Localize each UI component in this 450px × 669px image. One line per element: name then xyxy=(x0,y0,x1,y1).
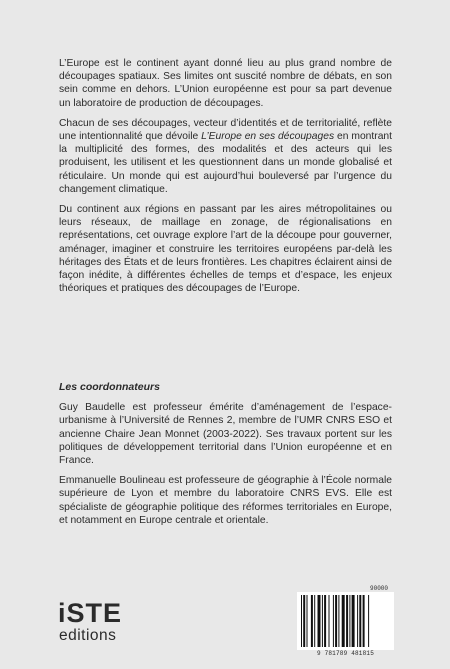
barcode-bar xyxy=(301,595,302,647)
barcode-bar xyxy=(307,595,308,647)
barcode-bar xyxy=(346,595,348,647)
logo-iste-text: iSTE xyxy=(58,598,123,628)
coordinator-bio-1: Guy Baudelle est professeur émérite d’aménagement de l’espace-urbanisme à l’Université de Rennes 2, membre de l’UMR CNRS ESO et ancienne Chaire Jean Monnet (2003-2022). Ses travaux portent sur les politiques de développement territorial dans l’Union européenne et en France. xyxy=(59,402,392,467)
barcode-bar xyxy=(303,595,305,647)
paragraph-2-lead: Chacun de ses découpages, vecteur d’identités et de territorialité, reflète une intentionnalité que dévoile xyxy=(59,117,392,143)
barcode-bar xyxy=(357,595,358,647)
barcode-bar xyxy=(335,595,337,647)
paragraph-2-rest: en montrant la multiplicité des formes, des modalités et des acteurs qui les produisent, les utilisent et les questionnent dans un monde globalisé et réticulaire. Un monde qui est aujourd’hui bouleversé par l’urgence du changement climatique. xyxy=(59,131,393,195)
coordinators-heading: Les coordonnateurs xyxy=(59,381,160,393)
barcode-bar xyxy=(311,595,313,647)
barcode-bar xyxy=(338,595,339,647)
book-title: L’Europe en ses découpages xyxy=(201,131,335,143)
barcode-bar xyxy=(318,595,321,647)
isbn-barcode xyxy=(297,592,394,650)
barcode-bar xyxy=(314,595,315,647)
barcode-bar xyxy=(322,595,323,647)
barcode-bar xyxy=(363,595,365,647)
iste-editions-logo xyxy=(58,596,146,644)
barcode-bar xyxy=(368,595,369,647)
coordinators-section xyxy=(59,381,392,534)
coordinator-bio-2: Emmanuelle Boulineau est professeure de géographie à l’École normale supérieure de Lyon et membre du laboratoire CNRS EVS. Elle est spécialiste de géographie politique des réformes territoriales en Europe, et notamment en Europe centrale et orientale. xyxy=(59,475,392,526)
barcode-bar xyxy=(324,595,326,647)
back-cover-description xyxy=(59,57,392,302)
barcode-bar xyxy=(329,595,330,647)
paragraph-3: Du continent aux régions en passant par les aires métropolitaines ou leurs réseaux, de maillage en zonage, de régionalisations en représentations, cet ouvrage explore l’art de la découpe pour gouverner, aménager, imaginer et construire les territoires européens par-delà les héritages des États et de leurs frontières. Les chapitres éclairent ainsi de façon inédite, à différentes échelles de temps et d’espace, les enjeux théoriques et pratiques des découpages de l’Europe. xyxy=(59,204,392,295)
barcode-digits: 9 781789 481815 xyxy=(316,650,374,657)
paragraph-1: L’Europe est le continent ayant donné lieu au plus grand nombre de découpages spatiaux. Ses limites ont suscité nombre de débats, en son sein comme en dehors. L’Union européenne est pour sa part devenue un laboratoire de production de découpages. xyxy=(59,58,392,109)
barcode-bar xyxy=(352,595,355,647)
barcode-bar xyxy=(333,595,334,647)
barcode-price-addon: 90000 xyxy=(370,585,389,592)
logo-editions-text: editions xyxy=(59,627,117,644)
barcode-bar xyxy=(349,595,350,647)
paragraph-2 xyxy=(59,117,392,196)
barcode-bar xyxy=(359,595,361,647)
barcode-bar xyxy=(342,595,345,647)
